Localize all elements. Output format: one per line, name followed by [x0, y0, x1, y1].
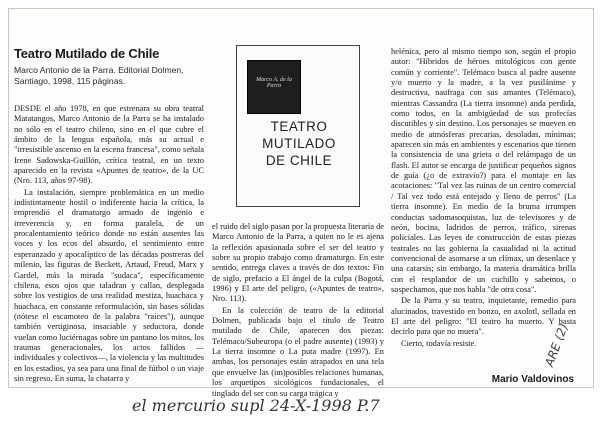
paragraph: En la colección de teatro de la editorial Dolmen, publicada bajo el título de Teatro mutilado de Chile, aparecen dos piezas: Telémaco/Subeuropa (o el padre ausente) (1993) y La tierra insomne o La puta madre (1997). En ambas, los personajes están atrapados en una tela que envuelve las (im)posibles relaciones humanas, los arquetipos sicológicos fundacionales, el tinglado del ser con su carga trágica y: [212, 305, 384, 398]
book-cover: [236, 45, 360, 207]
article-subtitle: Marco Antonio de la Parra. Editorial Dolmen, Santiago, 1998, 115 páginas.: [14, 65, 184, 86]
paragraph: Cierto, todavía resiste.: [401, 338, 477, 348]
paragraph: DESDE el año 1978, en que estrenara su obra teatral Matatangos, Marco Antonio de la Parra se ha instalado no sólo en el teatro chileno, sino en el que cubre el ámbito de la lengua española, más su actual e "irresistible ascenso en la escena francesa", como señala Irene Sadowska-Guillón, crítica teatral, en un texto aparecido en la revista «Apuntes de teatro», de la UC (Nro. 113, años 97-98).: [14, 104, 204, 186]
paragraph: De la Parra y su teatro, inquietante, remedio para alucinados, travestido en bonzo, en axolotl, sellada en El arte del peligro: "El teatro ha muerto. Y basta decirlo para que no muera".: [391, 296, 576, 337]
cover-title-line: TEATRO: [270, 119, 328, 134]
cover-title-line: MUTILADO: [262, 136, 336, 151]
article-title: Teatro Mutilado de Chile: [14, 46, 160, 61]
paragraph: helénica, pero al mismo tiempo son, según el propio autor: "Híbridos de héroes mitológicos con gente común y corriente". Telémaco busca al padre ausente y/o muerto y la madre, a la vez pusilánime y destructiva, naufraga con sus amantes (Telémaco), mientras Cassandra (La tierra insomne) anda perdida, como todos, en la ambigüedad de sus profecías discutibles y sin destino. Los personajes se mueven en medio de atmósferas precarias, desoladas, mínimas; aparecen sin más en ambientes y escenarios que tienen la consistencia de una grieta o del relámpago de un flash. El autor se encarga de justificar pequeños signos de guía (¿o de extravío?) para el montaje en las acotaciones: "Tal vez las ruinas de un centro comercial / Tal vez todo está entejado y lleno de perros" (La tierra insomne). En medio de la bruma irrumpen conductas sadomasoquistas, luz de televisores y de neón, bocina, ladridos de perros, tráfico, sirenas policiales. Las leyes de construcción de estas piezas teatrales no las gobierna la casualidad ni la actitud convencional de asomarse a un clímax, un desenlace y una catarsis; sin embargo, la materia dramática brilla con el resplandor de un cuchillo y sabemos, o sospechamos, que nos habla "de otra cosa".: [391, 47, 576, 294]
handwritten-source-note: el mercurio supl 24-X-1998 P.7: [132, 396, 380, 415]
column-3: [391, 47, 576, 350]
column-1: [14, 104, 204, 385]
cover-author: Marco A. de la Parra: [256, 77, 292, 89]
paragraph: La instalación, siempre problemática en un medio indistintamente hostil o indiferente hacia la crítica, la emprendió el dramaturgo armado de ingenio e irreverencia y, en forma paralela, de un procalentamiento teórico donde no están ausentes las voces y los ecos del absurdo, el sentimiento entre esperanzado y apocalíptico de las décadas postreras del milenio, las figuras de Beckett, Artaud, Freud, Marx y Gardel, más la mirada "sudaca", específicamente chilena, esos ojos que taladran y callan, desplegada sobre los vestigios de una realidad mestiza, huachaca y huachaca, en constante reformulación, sin bases sólidas (nótese el escamoteo de la palabra "raíces"), aunque también vertiginosa, insaciable y seductora, donde vuelan como luciérnagas sobre un pantano los mitos, los traumas generacionales, los actos fallidos —individuales y colectivos—, la violencia y las multitudes en los estadios, ya sea para una final de fútbol o un viaje sin regreso. En suma, la chatarra y: [14, 187, 204, 383]
handwritten-stamp: ARE (2): [542, 321, 571, 369]
cover-title-line: DE CHILE: [265, 153, 333, 168]
cover-author-box: [247, 60, 301, 114]
cover-title: [245, 118, 353, 169]
column-2: [212, 222, 384, 400]
author-signature: Mario Valdovinos: [491, 374, 574, 385]
paragraph: el ruido del siglo pasan por la propuesta literaria de Marco Antonio de la Parra, a quien no le es ajena la reflexión apasionada sobre el ser del teatro y sobre su propio trabajo como dramaturgo. En este sentido, entrega claves a través de dos textos: Fin de siglo, prefacio a El ángel de la culpa (Bogotá, 1996) y El arte del peligro, («Apuntes de teatro», Nro. 113).: [212, 222, 384, 304]
